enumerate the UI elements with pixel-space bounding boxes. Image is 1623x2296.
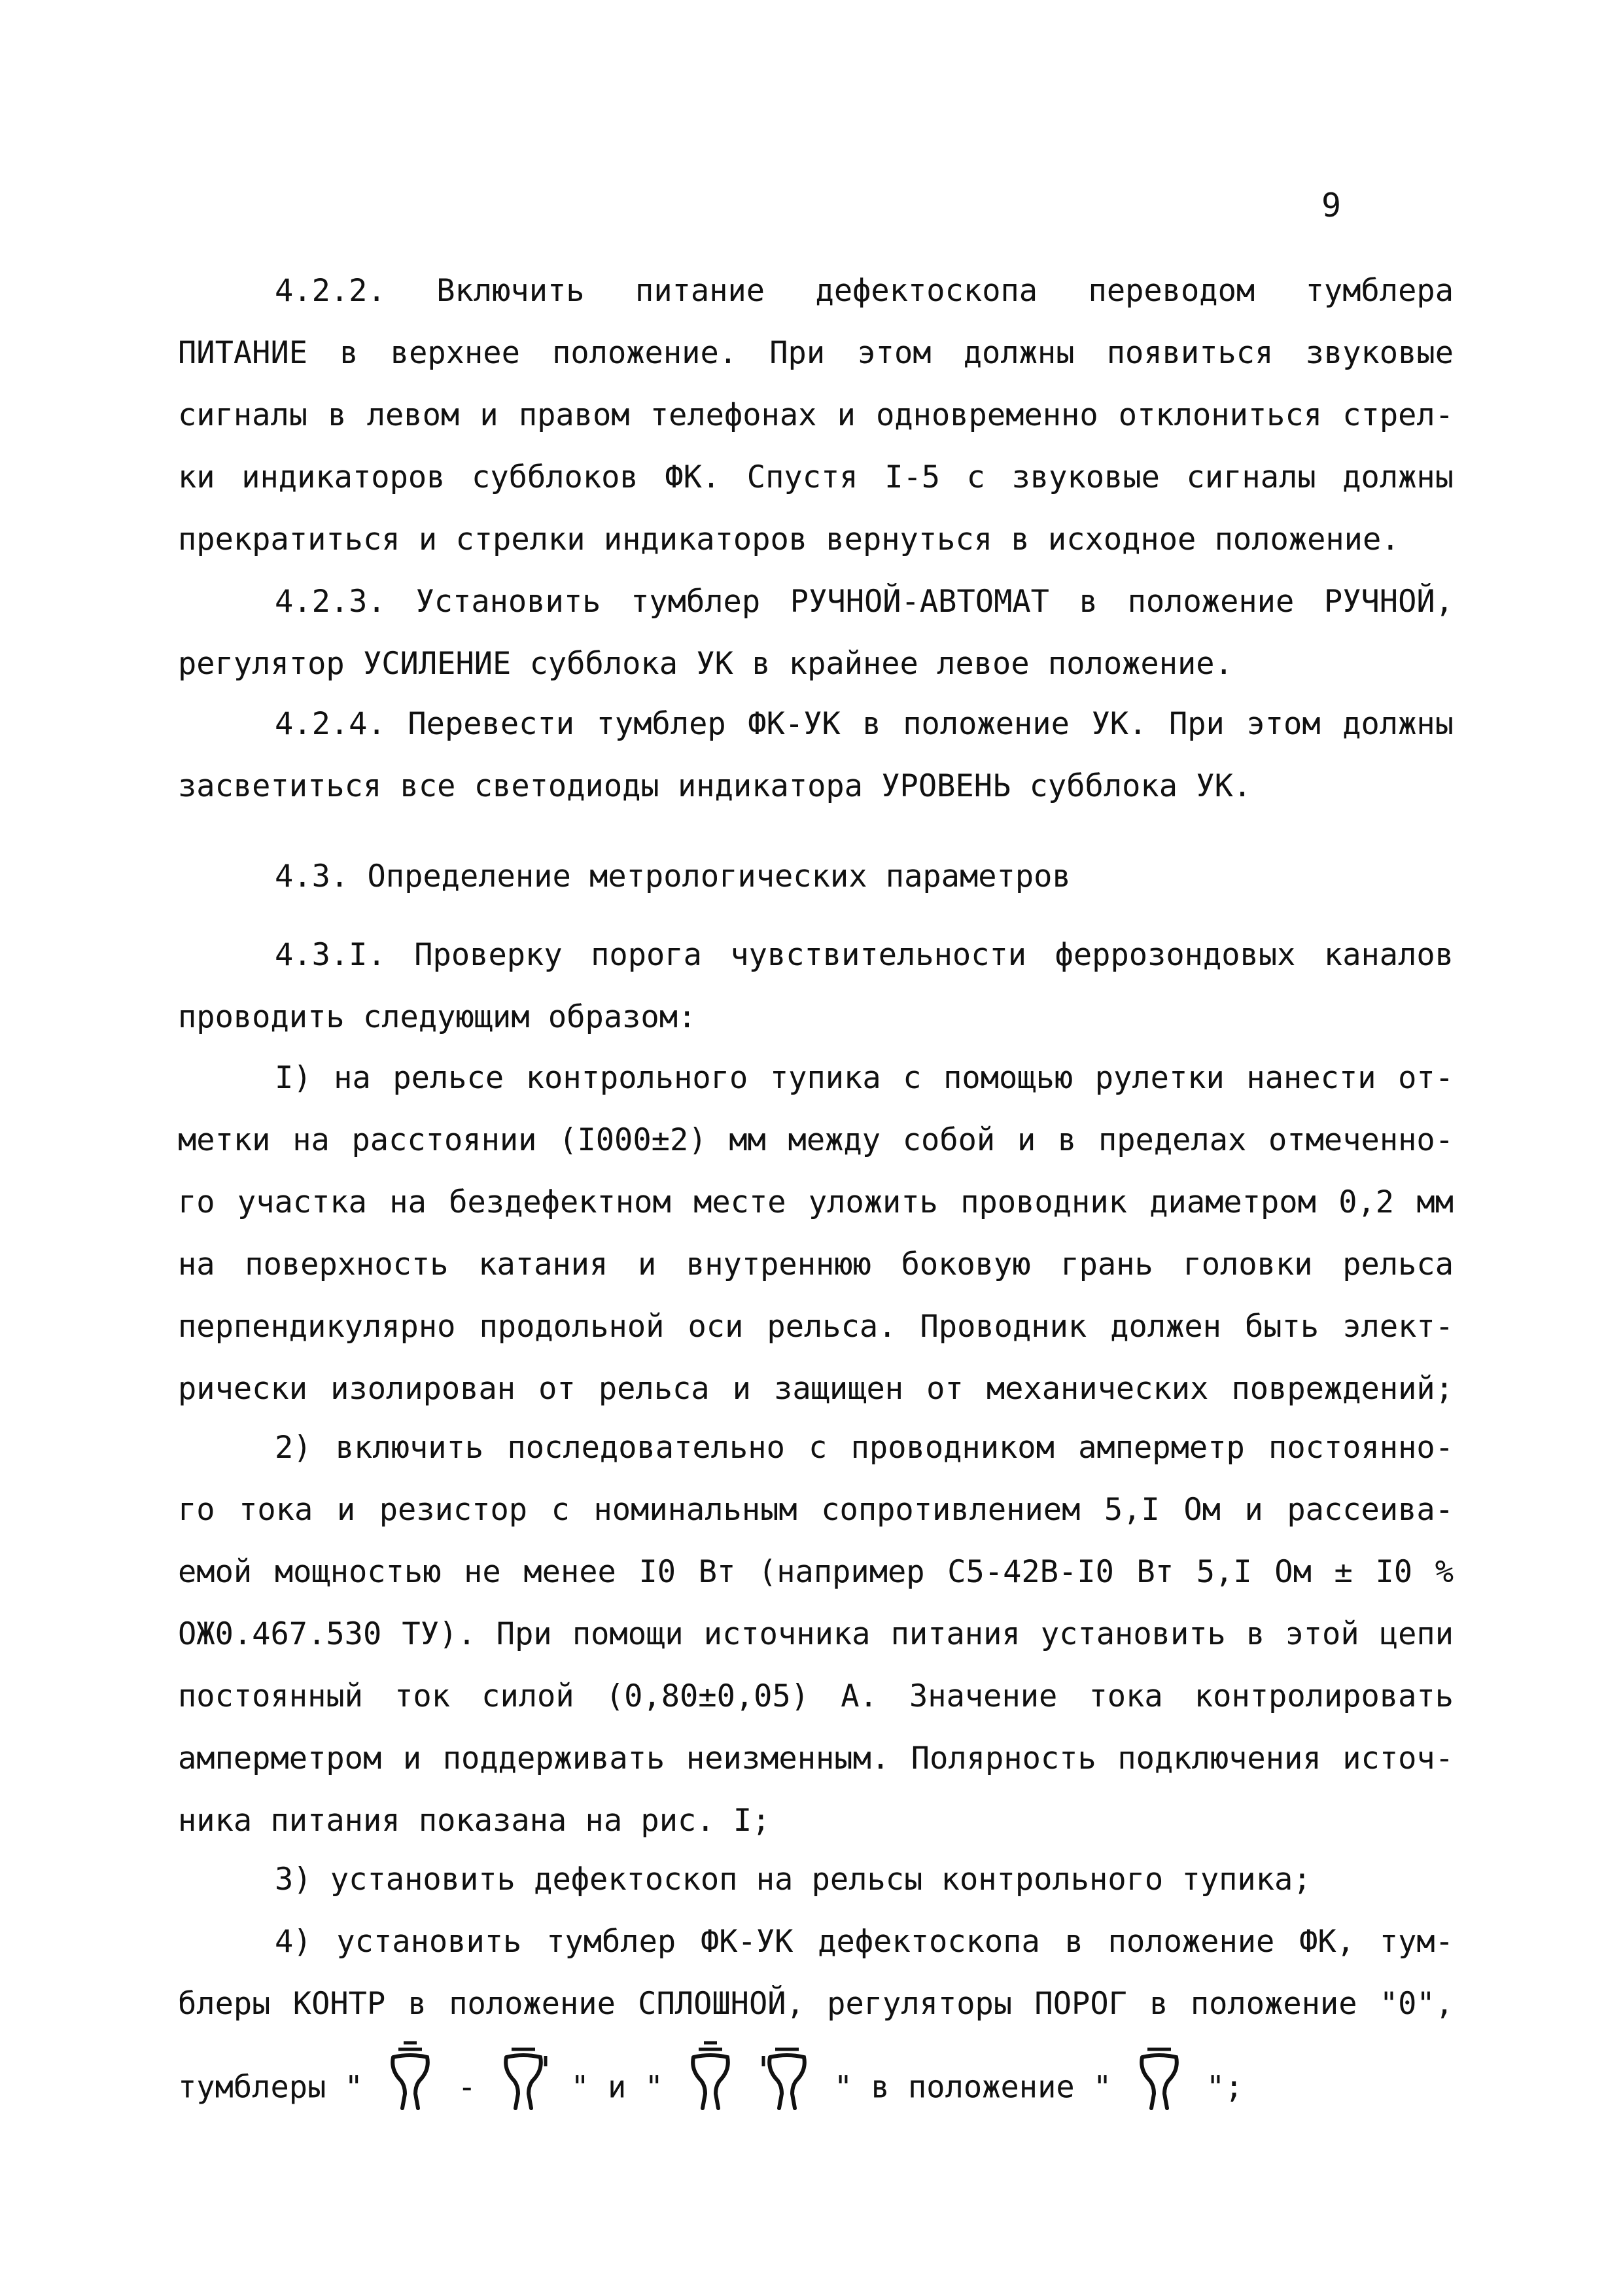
text-line: амперметром и поддерживать неизменным. Полярность подключения источ-	[178, 1740, 1454, 1776]
text-line: рически изолирован от рельса и защищен от механических повреждений;	[178, 1371, 1454, 1407]
symbol-line-text: " в положение "	[833, 2069, 1112, 2106]
symbol-line	[178, 2040, 1454, 2112]
rail-profile-icon	[384, 2040, 436, 2138]
text-line: го тока и резистор с номинальным сопротивлением 5,I Ом и рассеива-	[178, 1492, 1454, 1528]
list-item-line: I) на рельсе контрольного тупика с помощью рулетки нанести от-	[275, 1060, 1454, 1096]
list-item-line: 3) установить дефектоскоп на рельсы контрольного тупика;	[275, 1862, 1312, 1898]
symbol-line-text: тумблеры "	[178, 2069, 363, 2106]
text-line: ОЖ0.467.530 ТУ). При помощи источника питания установить в этой цепи	[178, 1616, 1454, 1652]
symbol-line-text: ";	[1206, 2069, 1244, 2106]
rail-profile-icon	[497, 2040, 550, 2138]
section-heading: 4.3. Определение метрологических параметров	[275, 858, 1071, 894]
text-line: сигналы в левом и правом телефонах и одновременно отклониться стрел-	[178, 397, 1454, 433]
text-line: регулятор УСИЛЕНИЕ субблока УК в крайнее левое положение.	[178, 646, 1233, 682]
text-line: на поверхность катания и внутреннюю боковую грань головки рельса	[178, 1246, 1454, 1282]
list-item-line: 2) включить последовательно с проводником амперметр постоянно-	[275, 1430, 1454, 1466]
text-line: постоянный ток силой (0,80±0,05) А. Значение тока контролировать	[178, 1678, 1454, 1714]
list-item-line: 4) установить тумблер ФК-УК дефектоскопа в положение ФК, тум-	[275, 1924, 1454, 1960]
symbol-line-text: " и "	[570, 2069, 663, 2106]
text-line: 4.2.2. Включить питание дефектоскопа переводом тумблера	[275, 273, 1454, 309]
symbol-line-text: -	[457, 2069, 476, 2106]
text-line: 4.3.I. Проверку порога чувствительности феррозондовых каналов	[275, 937, 1454, 973]
rail-profile-icon	[1133, 2040, 1185, 2138]
text-line: 4.2.4. Перевести тумблер ФК-УК в положение УК. При этом должны	[275, 706, 1454, 742]
page-number: 9	[1321, 186, 1342, 224]
text-line: емой мощностью не менее I0 Вт (например С5-42В-I0 Вт 5,I Ом ± I0 %	[178, 1554, 1454, 1590]
text-line: ника питания показана на рис. I;	[178, 1803, 771, 1839]
rail-profile-icon	[684, 2040, 737, 2138]
text-line: 4.2.3. Установить тумблер РУЧНОЙ-АВТОМАТ в положение РУЧНОЙ,	[275, 584, 1454, 620]
rail-profile-icon	[761, 2040, 813, 2138]
text-line: ки индикаторов субблоков ФК. Спустя I-5 с звуковые сигналы должны	[178, 459, 1454, 495]
text-line: прекратиться и стрелки индикаторов вернуться в исходное положение.	[178, 521, 1400, 557]
text-line: го участка на бездефектном месте уложить проводник диаметром 0,2 мм	[178, 1184, 1454, 1220]
text-line: ПИТАНИЕ в верхнее положение. При этом должны появиться звуковые	[178, 335, 1454, 371]
text-line: перпендикулярно продольной оси рельса. Проводник должен быть элект-	[178, 1309, 1454, 1345]
text-line: метки на расстоянии (I000±2) мм между собой и в пределах отмеченно-	[178, 1122, 1454, 1158]
text-line: проводить следующим образом:	[178, 999, 697, 1035]
text-line: блеры КОНТР в положение СПЛОШНОЙ, регуляторы ПОРОГ в положение "0",	[178, 1986, 1454, 2022]
text-line: засветиться все светодиоды индикатора УРОВЕНЬ субблока УК.	[178, 768, 1252, 804]
